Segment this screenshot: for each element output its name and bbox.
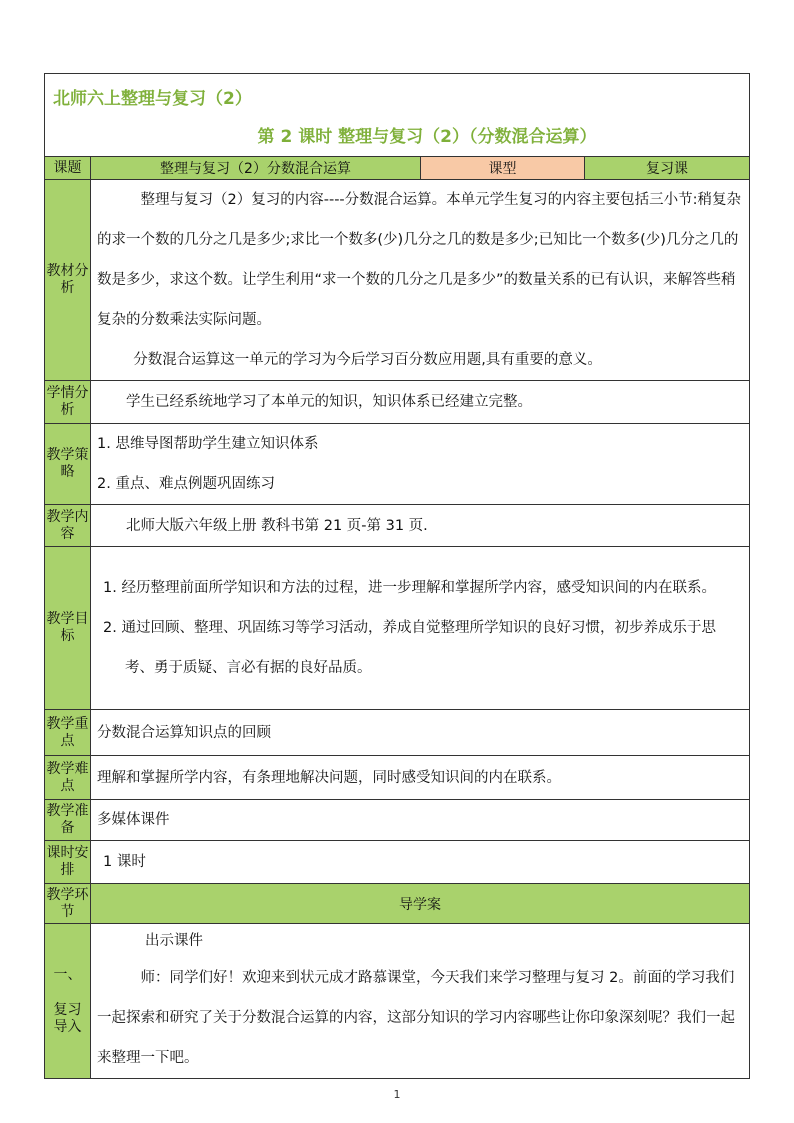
doc-title: 北师六上整理与复习（2） xyxy=(53,89,252,109)
prep-text: 多媒体课件 xyxy=(97,812,170,828)
students-text: 学生已经系统地学习了本单元的知识，知识体系已经建立完整。 xyxy=(126,394,532,410)
review-paragraph: 师：同学们好！欢迎来到状元成才路慕课堂，今天我们来学习整理与复习 2。前面的学习我们一起探索和研究了关于分数混合运算的内容，这部分知识的学习内容哪些让你印象深刻呢？我们一起来整理一下吧。 xyxy=(97,970,735,1066)
material-paragraph-1: 整理与复习（2）复习的内容----分数混合运算。本单元学生复习的内容主要包括三小节:稍复杂的求一个数的几分之几是多少;求比一个数多(少)几分之几的数是多少;已知比一个数多(少)几分之几的数是多少，求这个数。让学生利用“求一个数的几分之几是多少”的数量关系的已有认识，来解答些稍复杂的分数乘法实际问题。 xyxy=(97,192,742,328)
page-number: 1 xyxy=(393,1088,401,1101)
lesson-plan xyxy=(44,73,749,1079)
review-label-cell xyxy=(45,924,91,1079)
review-line-1: 出示课件 xyxy=(145,933,203,949)
topic-value: 整理与复习（2）分数混合运算 xyxy=(91,157,421,180)
difficulty-label: 教学难点 xyxy=(45,756,91,800)
review-label: 复习导入 xyxy=(53,1001,82,1035)
content-text: 北师大版六年级上册 教科书第 21 页-第 31 页. xyxy=(126,517,428,534)
material-paragraph-2: 分数混合运算这一单元的学习为今后学习百分数应用题,具有重要的意义。 xyxy=(133,352,602,368)
key-cell xyxy=(91,710,750,756)
lesson-title: 第 2 课时 整理与复习（2）（分数混合运算） xyxy=(257,127,597,147)
prep-cell xyxy=(91,800,750,841)
time-cell xyxy=(91,841,750,884)
strategy-item: 1. 思维导图帮助学生建立知识体系 xyxy=(97,436,319,452)
goals-cell xyxy=(91,547,750,710)
content-label: 教学内容 xyxy=(45,505,91,547)
stage-label: 教学环节 xyxy=(45,884,91,924)
content-cell xyxy=(91,505,750,547)
difficulty-cell xyxy=(91,756,750,800)
goal-item: 2. 通过回顾、整理、巩固练习等学习活动，养成自觉整理所学知识的良好习惯，初步养成乐于思考、勇于质疑、言必有据的良好品质。 xyxy=(103,620,716,676)
goal-item: 1. 经历整理前面所学知识和方法的过程，进一步理解和掌握所学内容，感受知识间的内在联系。 xyxy=(103,580,716,596)
difficulty-text: 理解和掌握所学内容，有条理地解决问题，同时感受知识间的内在联系。 xyxy=(97,769,561,786)
goals-label: 教学目标 xyxy=(45,547,91,710)
review-cell xyxy=(91,924,750,1079)
header-cell xyxy=(45,74,750,157)
material-cell xyxy=(91,180,750,381)
time-label: 课时安排 xyxy=(45,841,91,884)
strategy-item: 2. 重点、难点例题巩固练习 xyxy=(97,476,275,492)
stage-text: 导学案 xyxy=(91,884,750,924)
students-label: 学情分析 xyxy=(45,381,91,424)
strategy-cell xyxy=(91,424,750,505)
topic-label: 课题 xyxy=(45,157,91,180)
key-text: 分数混合运算知识点的回顾 xyxy=(97,724,271,741)
students-cell xyxy=(91,381,750,424)
time-text: 1 课时 xyxy=(103,854,146,870)
key-label: 教学重点 xyxy=(45,710,91,756)
material-label: 教材分析 xyxy=(45,180,91,381)
strategy-label: 教学策略 xyxy=(45,424,91,505)
type-label: 课型 xyxy=(421,157,585,180)
lesson-plan-table xyxy=(44,73,750,1079)
type-value: 复习课 xyxy=(585,157,750,180)
prep-label: 教学准备 xyxy=(45,800,91,841)
review-label-number: 一、 xyxy=(53,966,82,983)
